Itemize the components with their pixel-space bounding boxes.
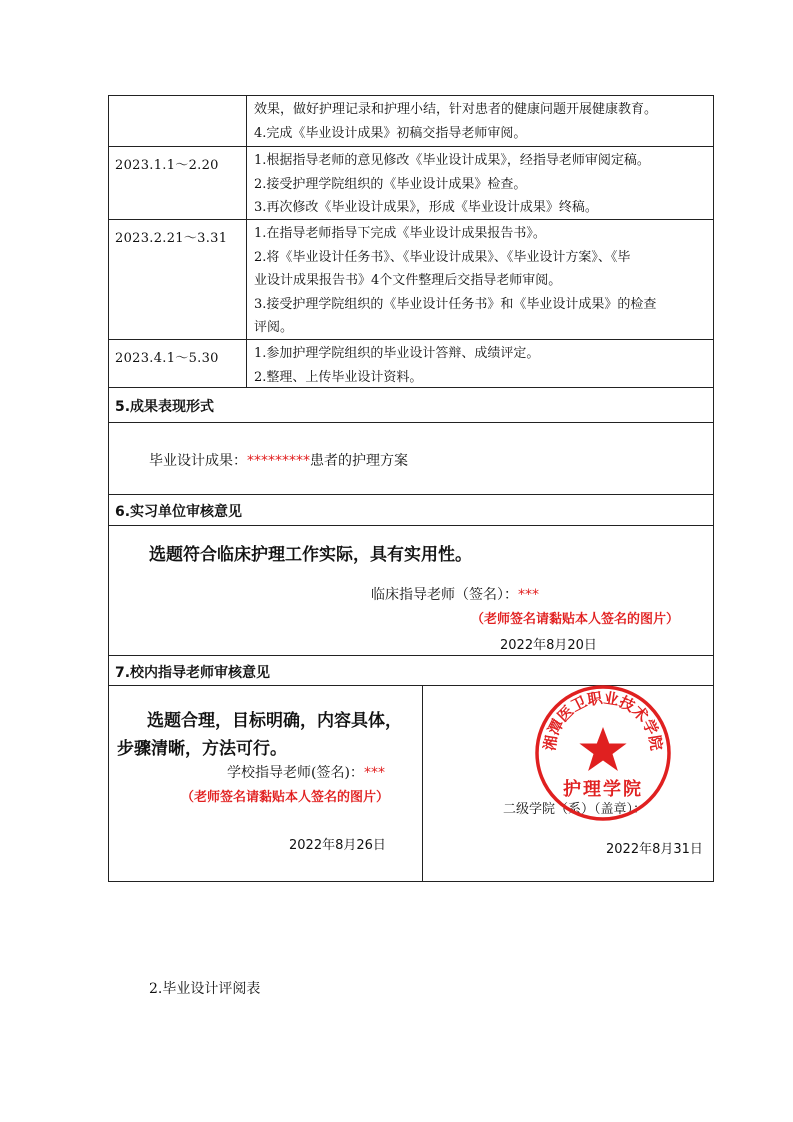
schedule-row — [109, 147, 713, 220]
section-7-header — [109, 656, 713, 686]
signer-line — [371, 584, 539, 604]
masked-text: ********* — [247, 453, 310, 469]
content-line: 4.完成《毕业设计成果》初稿交指导老师审阅。 — [254, 125, 527, 141]
section-5-header — [109, 388, 713, 423]
section-title: 6.实习单位审核意见 — [115, 504, 243, 520]
content-line: 业设计成果报告书》4个文件整理后交指导老师审阅。 — [254, 273, 562, 289]
content-line: 3.接受护理学院组织的《毕业设计任务书》和《毕业设计成果》的检查 — [254, 296, 657, 312]
result-label: 毕业设计成果： — [149, 453, 247, 469]
content-line: 评阅。 — [254, 320, 294, 336]
seal-outer-text: 湘潭医卫职业技术学院 — [540, 688, 666, 752]
review-date: 2022年8月20日 — [500, 638, 597, 653]
date-cell: 2023.4.1～5.30 — [109, 340, 247, 387]
section-5-body — [109, 423, 713, 495]
content-line: 2.整理、上传毕业设计资料。 — [254, 369, 423, 385]
signature-note: （老师签名请黏贴本人签名的图片） — [181, 790, 390, 805]
opinion-line: 选题合理，目标明确，内容具体， — [147, 711, 402, 731]
college-stamp-label: 二级学院（系）（盖章）： — [503, 802, 647, 817]
section-6-header — [109, 495, 713, 526]
review-date-left: 2022年8月26日 — [289, 838, 386, 853]
section-title: 5.成果表现形式 — [115, 399, 215, 415]
signature-mask: *** — [363, 765, 385, 781]
content-cell — [248, 96, 713, 145]
seal-star-icon — [579, 727, 626, 771]
signature-mask: *** — [518, 587, 539, 603]
signer-line — [227, 762, 385, 782]
opinion-text: 选题符合临床护理工作实际，具有实用性。 — [149, 545, 472, 565]
signer-label: 学校指导老师(签名)： — [227, 765, 364, 781]
college-seal — [533, 683, 673, 823]
date-cell: 2023.1.1～2.20 — [109, 147, 247, 219]
next-section-heading: 2.毕业设计评阅表 — [149, 981, 261, 997]
result-line — [149, 450, 408, 470]
content-line: 1.在指导老师指导下完成《毕业设计成果报告书》。 — [254, 226, 546, 241]
content-cell — [248, 220, 713, 340]
content-cell — [248, 147, 713, 220]
opinion-line: 步骤清晰，方法可行。 — [117, 739, 287, 759]
column-divider — [422, 686, 423, 882]
review-date-right: 2022年8月31日 — [606, 842, 703, 857]
content-line: 1.根据指导老师的意见修改《毕业设计成果》，经指导老师审阅定稿。 — [254, 153, 650, 168]
seal-inner-text: 护理学院 — [563, 779, 643, 800]
section-6-body — [109, 526, 713, 656]
signer-label: 临床指导老师（签名）： — [371, 587, 518, 603]
date-cell: 2023.2.21～3.31 — [109, 220, 247, 339]
result-value: 患者的护理方案 — [310, 453, 408, 469]
content-cell — [248, 340, 713, 389]
content-line: 效果，做好护理记录和护理小结，针对患者的健康问题开展健康教育。 — [254, 102, 658, 117]
content-line: 1.参加护理学院组织的毕业设计答辩、成绩评定。 — [254, 346, 540, 361]
content-line: 3.再次修改《毕业设计成果》，形成《毕业设计成果》终稿。 — [254, 200, 598, 216]
content-line: 2.接受护理学院组织的《毕业设计成果》检查。 — [254, 176, 527, 192]
date-cell-empty — [109, 96, 247, 146]
schedule-row-continuation — [109, 96, 713, 147]
signature-note: （老师签名请黏贴本人签名的图片） — [471, 612, 680, 627]
section-title: 7.校内指导老师审核意见 — [115, 665, 271, 681]
schedule-row — [109, 220, 713, 340]
content-line: 2.将《毕业设计任务书》、《毕业设计成果》、《毕业设计方案》、《毕 — [254, 249, 631, 265]
schedule-row — [109, 340, 713, 388]
